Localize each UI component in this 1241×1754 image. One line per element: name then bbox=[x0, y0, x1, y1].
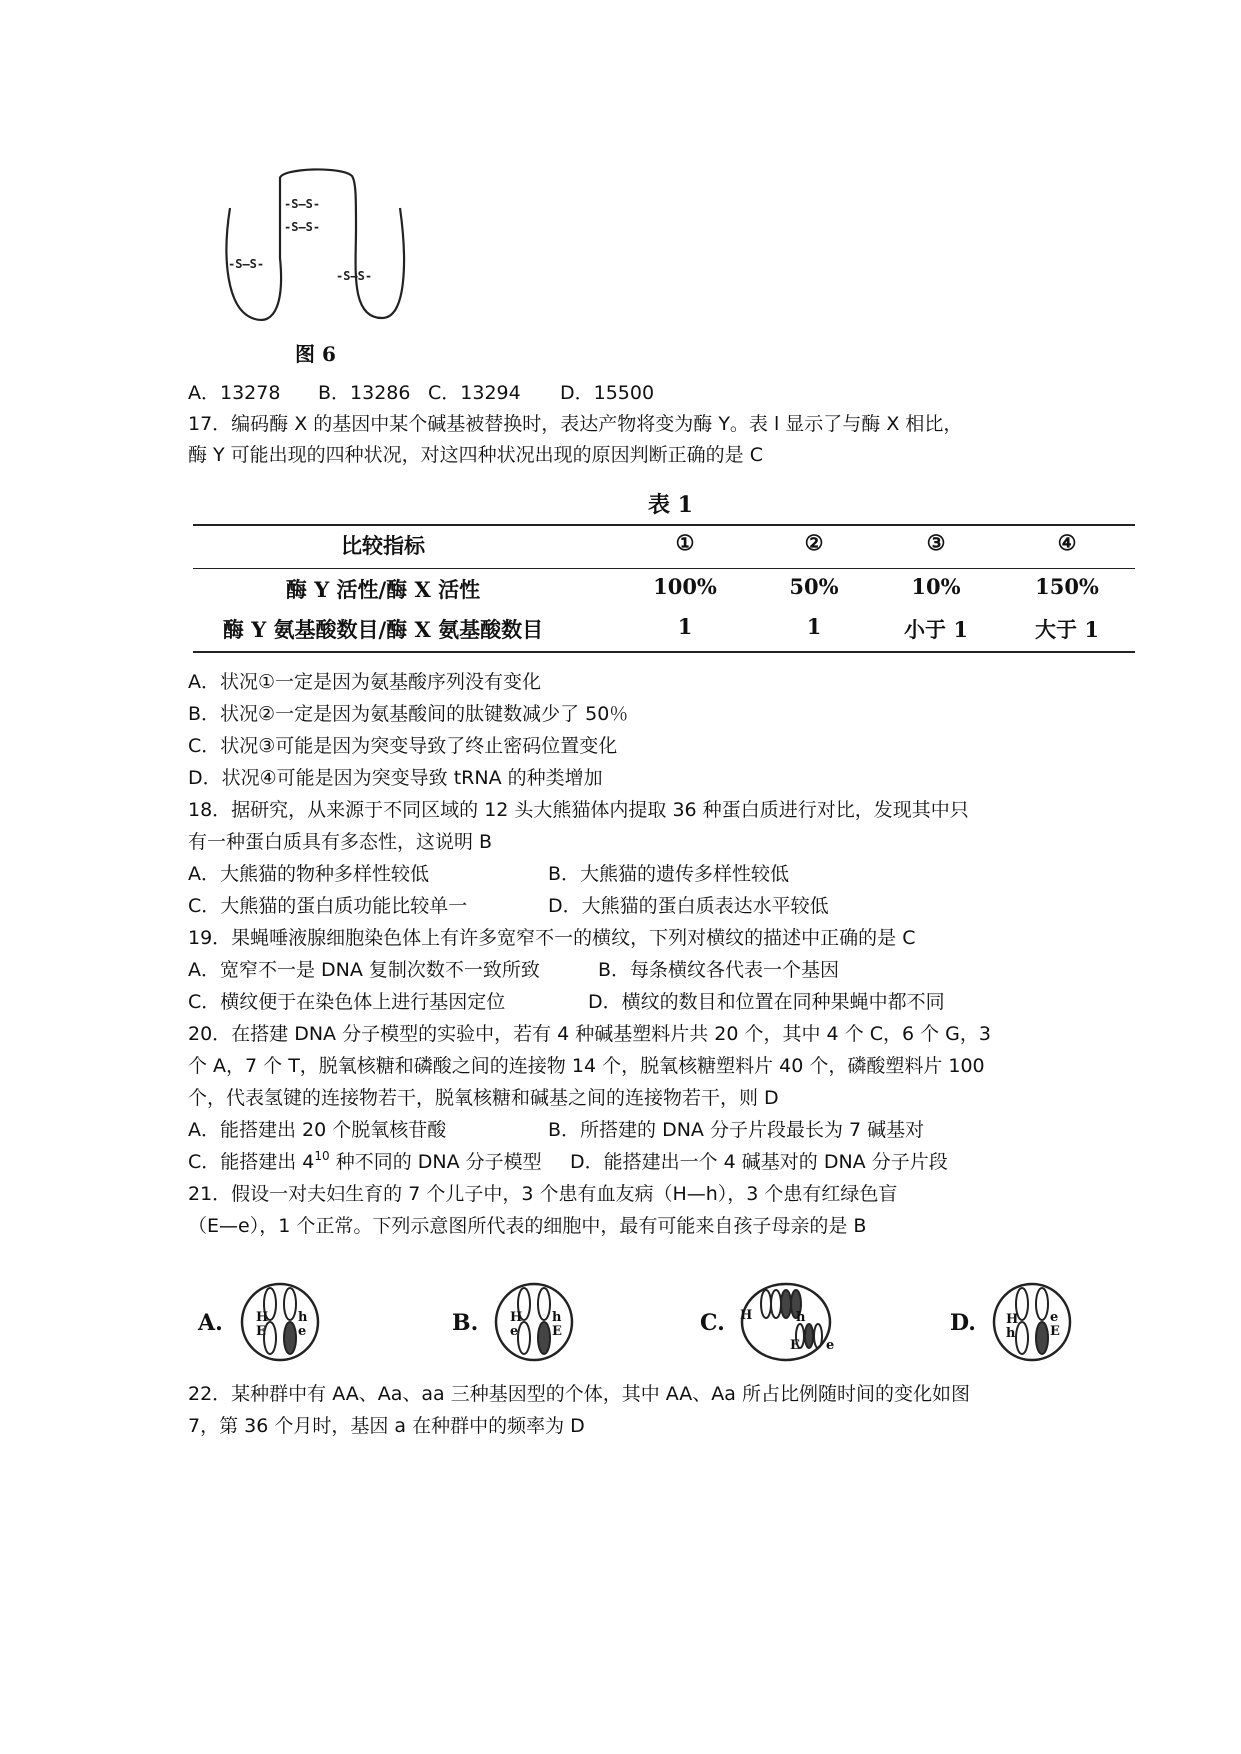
q17-option-c: C．状况③可能是因为突变导致了终止密码位置变化 bbox=[188, 735, 618, 757]
q21-stem-line2: （E—e），1 个正常。下列示意图所代表的细胞中，最有可能来自孩子母亲的是 B bbox=[188, 1215, 867, 1237]
figure-6-caption: 图 6 bbox=[295, 342, 336, 366]
cell-a-gene-r1: h bbox=[298, 1310, 308, 1325]
q16-option-d: D．15500 bbox=[560, 382, 655, 404]
table-header-metric: 比较指标 bbox=[341, 533, 425, 558]
cell-d-gene-r1: e bbox=[1050, 1310, 1059, 1325]
q20-option-c-prefix: C．能搭建出 4 bbox=[188, 1151, 315, 1173]
q16-option-c: C．13294 bbox=[428, 382, 521, 404]
q17-option-d: D．状况④可能是因为突变导致 tRNA 的种类增加 bbox=[188, 767, 603, 789]
cell-d-gene-l2: h bbox=[1006, 1326, 1016, 1341]
cell-d-circle-icon bbox=[990, 1280, 1074, 1364]
table-row1-c3: 10% bbox=[911, 574, 961, 599]
table-header-4: ④ bbox=[1057, 530, 1077, 555]
cell-a-circle-icon bbox=[238, 1280, 322, 1364]
q20-stem-line1: 20．在搭建 DNA 分子模型的实验中，若有 4 种碱基塑料片共 20 个，其中 4 个 C，6 个 G，3 bbox=[188, 1023, 991, 1045]
table-header-1: ① bbox=[675, 530, 695, 555]
q16-option-a: A．13278 bbox=[188, 382, 281, 404]
q18-option-c: C．大熊猫的蛋白质功能比较单一 bbox=[188, 895, 468, 917]
table-row2-c2: 1 bbox=[806, 614, 822, 639]
q20-option-b: B．所搭建的 DNA 分子片段最长为 7 碱基对 bbox=[548, 1119, 925, 1141]
q17-stem-line2: 酶 Y 可能出现的四种状况，对这四种状况出现的原因判断正确的是 C bbox=[188, 444, 763, 466]
cell-d-gene-r2: E bbox=[1050, 1324, 1060, 1339]
q19-option-c: C．横纹便于在染色体上进行基因定位 bbox=[188, 991, 506, 1013]
table-row1-c2: 50% bbox=[789, 574, 839, 599]
cell-label-d: D. bbox=[950, 1310, 976, 1336]
table-row2-c4: 大于 1 bbox=[1035, 617, 1099, 642]
q22-stem-line2: 7，第 36 个月时，基因 a 在种群中的频率为 D bbox=[188, 1415, 585, 1437]
cell-a-gene-l1: H bbox=[256, 1310, 269, 1325]
cell-b-gene-l1: H bbox=[510, 1310, 523, 1325]
table-row2-c3: 小于 1 bbox=[904, 617, 968, 642]
table-bottom-rule bbox=[193, 651, 1135, 653]
cell-b-gene-r2: E bbox=[552, 1324, 562, 1339]
q18-stem-line2: 有一种蛋白质具有多态性，这说明 B bbox=[188, 831, 493, 853]
q18-option-a: A．大熊猫的物种多样性较低 bbox=[188, 863, 429, 885]
table-row1-c1: 100% bbox=[653, 574, 717, 599]
table-top-rule bbox=[193, 524, 1135, 526]
cell-diagram-d bbox=[950, 1280, 1080, 1364]
table-row1-c4: 150% bbox=[1035, 574, 1099, 599]
cell-c-gene-r1: h bbox=[796, 1310, 806, 1325]
cell-a-gene-r2: e bbox=[298, 1324, 307, 1339]
q20-option-d: D．能搭建出一个 4 碱基对的 DNA 分子片段 bbox=[570, 1151, 948, 1173]
q17-stem-line1: 17．编码酶 X 的基因中某个碱基被替换时，表达产物将变为酶 Y。表 l 显示了与酶 X 相比， bbox=[188, 413, 963, 435]
q20-option-c bbox=[188, 1150, 542, 1174]
q20-stem-line3: 个，代表氢键的连接物若干，脱氧核糖和碱基之间的连接物若干，则 D bbox=[188, 1087, 779, 1109]
q20-option-c-exponent: 10 bbox=[314, 1149, 330, 1163]
q19-option-b: B．每条横纹各代表一个基因 bbox=[598, 959, 840, 981]
table-header-rule bbox=[193, 568, 1135, 569]
table-row2-label: 酶 Y 氨基酸数目/酶 X 氨基酸数目 bbox=[222, 617, 544, 642]
q19-option-d: D．横纹的数目和位置在同种果蝇中都不同 bbox=[588, 991, 945, 1013]
bond-label-3: -S—S- bbox=[228, 257, 265, 271]
table-row2-c1: 1 bbox=[677, 614, 693, 639]
q16-option-b: B．13286 bbox=[318, 382, 411, 404]
table-1-title: 表 1 bbox=[648, 492, 693, 518]
table-row1-label: 酶 Y 活性/酶 X 活性 bbox=[285, 577, 481, 602]
q20-option-c-suffix: 种不同的 DNA 分子模型 bbox=[329, 1151, 542, 1173]
cell-b-gene-r1: h bbox=[552, 1310, 562, 1325]
cell-b-circle-icon bbox=[492, 1280, 576, 1364]
q17-option-a: A．状况①一定是因为氨基酸序列没有变化 bbox=[188, 671, 542, 693]
q21-stem-line1: 21．假设一对夫妇生育的 7 个儿子中，3 个患有血友病（H—h），3 个患有红绿色盲 bbox=[188, 1183, 898, 1205]
bond-label-2: -S—S- bbox=[284, 220, 321, 234]
bond-label-4: -S—S- bbox=[336, 269, 373, 283]
cell-c-gene-r3: e bbox=[826, 1338, 835, 1353]
q20-option-a: A．能搭建出 20 个脱氧核苷酸 bbox=[188, 1119, 447, 1141]
cell-label-b: B. bbox=[452, 1310, 479, 1336]
q18-option-d: D．大熊猫的蛋白质表达水平较低 bbox=[548, 895, 829, 917]
cell-diagram-c bbox=[700, 1280, 850, 1364]
q19-stem: 19．果蝇唾液腺细胞染色体上有许多宽窄不一的横纹，下列对横纹的描述中正确的是 C bbox=[188, 927, 916, 949]
table-header-2: ② bbox=[804, 530, 824, 555]
cell-label-a: A. bbox=[198, 1310, 223, 1336]
cell-c-gene-r2: E bbox=[790, 1338, 800, 1353]
bond-label-1: -S—S- bbox=[284, 197, 321, 211]
q18-option-b: B．大熊猫的遗传多样性较低 bbox=[548, 863, 790, 885]
cell-c-circle-icon bbox=[738, 1280, 834, 1364]
cell-diagram-a bbox=[198, 1280, 328, 1364]
cell-c-gene-l1: H bbox=[740, 1308, 753, 1323]
q17-option-b: B．状况②一定是因为氨基酸间的肽键数减少了 50％ bbox=[188, 703, 629, 725]
cell-d-gene-l1: H bbox=[1006, 1312, 1019, 1327]
cell-label-c: C. bbox=[700, 1310, 725, 1336]
cell-a-gene-l2: E bbox=[256, 1324, 266, 1339]
cell-b-gene-l2: e bbox=[510, 1324, 519, 1339]
q19-option-a: A．宽窄不一是 DNA 复制次数不一致所致 bbox=[188, 959, 540, 981]
cell-diagram-b bbox=[452, 1280, 582, 1364]
table-header-3: ③ bbox=[926, 530, 946, 555]
q22-stem-line1: 22．某种群中有 AA、Aa、aa 三种基因型的个体，其中 AA、Aa 所占比例随时间的变化如图 bbox=[188, 1383, 970, 1405]
q18-stem-line1: 18．据研究，从来源于不同区域的 12 头大熊猫体内提取 36 种蛋白质进行对比，发现其中只 bbox=[188, 799, 969, 821]
q20-stem-line2: 个 A，7 个 T，脱氧核糖和磷酸之间的连接物 14 个，脱氧核糖塑料片 40 个，磷酸塑料片 100 bbox=[188, 1055, 985, 1077]
